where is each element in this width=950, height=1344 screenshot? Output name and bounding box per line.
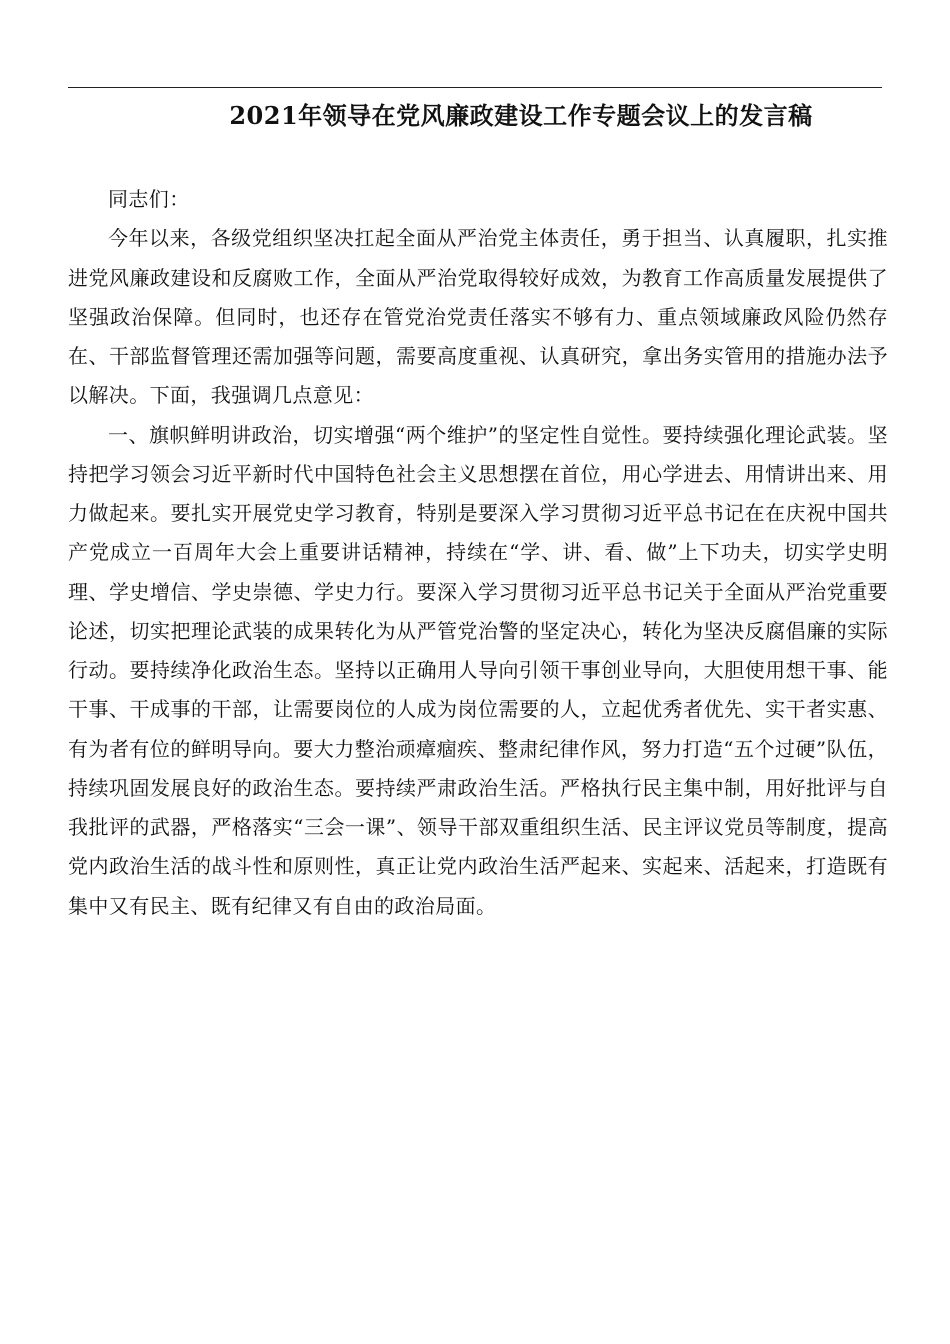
document-body — [68, 180, 888, 926]
paragraph-point-one: 一、旗帜鲜明讲政治，切实增强“两个维护”的坚定性自觉性。要持续强化理论武装。坚持把学习领会习近平新时代中国特色社会主义思想摆在首位，用心学进去、用情讲出来、用力做起来。要扎实开展党史学习教育，特别是要深入学习贯彻习近平总书记在在庆祝中国共产党成立一百周年大会上重要讲话精神，持续在“学、讲、看、做”上下功夫，切实学史明理、学史增信、学史崇德、学史力行。要深入学习贯彻习近平总书记关于全面从严治党重要论述，切实把理论武装的成果转化为从严管党治警的坚定决心，转化为坚决反腐倡廉的实际行动。要持续净化政治生态。坚持以正确用人导向引领干事创业导向，大胆使用想干事、能干事、干成事的干部，让需要岗位的人成为岗位需要的人，立起优秀者优先、实干者实惠、有为者有位的鲜明导向。要大力整治顽瘴痼疾、整肃纪律作风，努力打造“五个过硬”队伍，持续巩固发展良好的政治生态。要持续严肃政治生活。严格执行民主集中制，用好批评与自我批评的武器，严格落实“三会一课”、领导干部双重组织生活、民主评议党员等制度，提高党内政治生活的战斗性和原则性，真正让党内政治生活严起来、实起来、活起来，打造既有集中又有民主、既有纪律又有自由的政治局面。 — [68, 422, 888, 918]
document-title: 2021年领导在党风廉政建设工作专题会议上的发言稿 — [229, 101, 813, 130]
paragraph-intro: 今年以来，各级党组织坚决扛起全面从严治党主体责任，勇于担当、认真履职，扎实推进党风廉政建设和反腐败工作，全面从严治党取得较好成效，为教育工作高质量发展提供了坚强政治保障。但同时，也还存在管党治党责任落实不够有力、重点领域廉政风险仍然存在、干部监督管理还需加强等问题，需要高度重视、认真研究，拿出务实管用的措施办法予以解决。下面，我强调几点意见： — [68, 226, 888, 408]
salutation: 同志们： — [108, 187, 190, 211]
header-rule — [68, 87, 882, 88]
